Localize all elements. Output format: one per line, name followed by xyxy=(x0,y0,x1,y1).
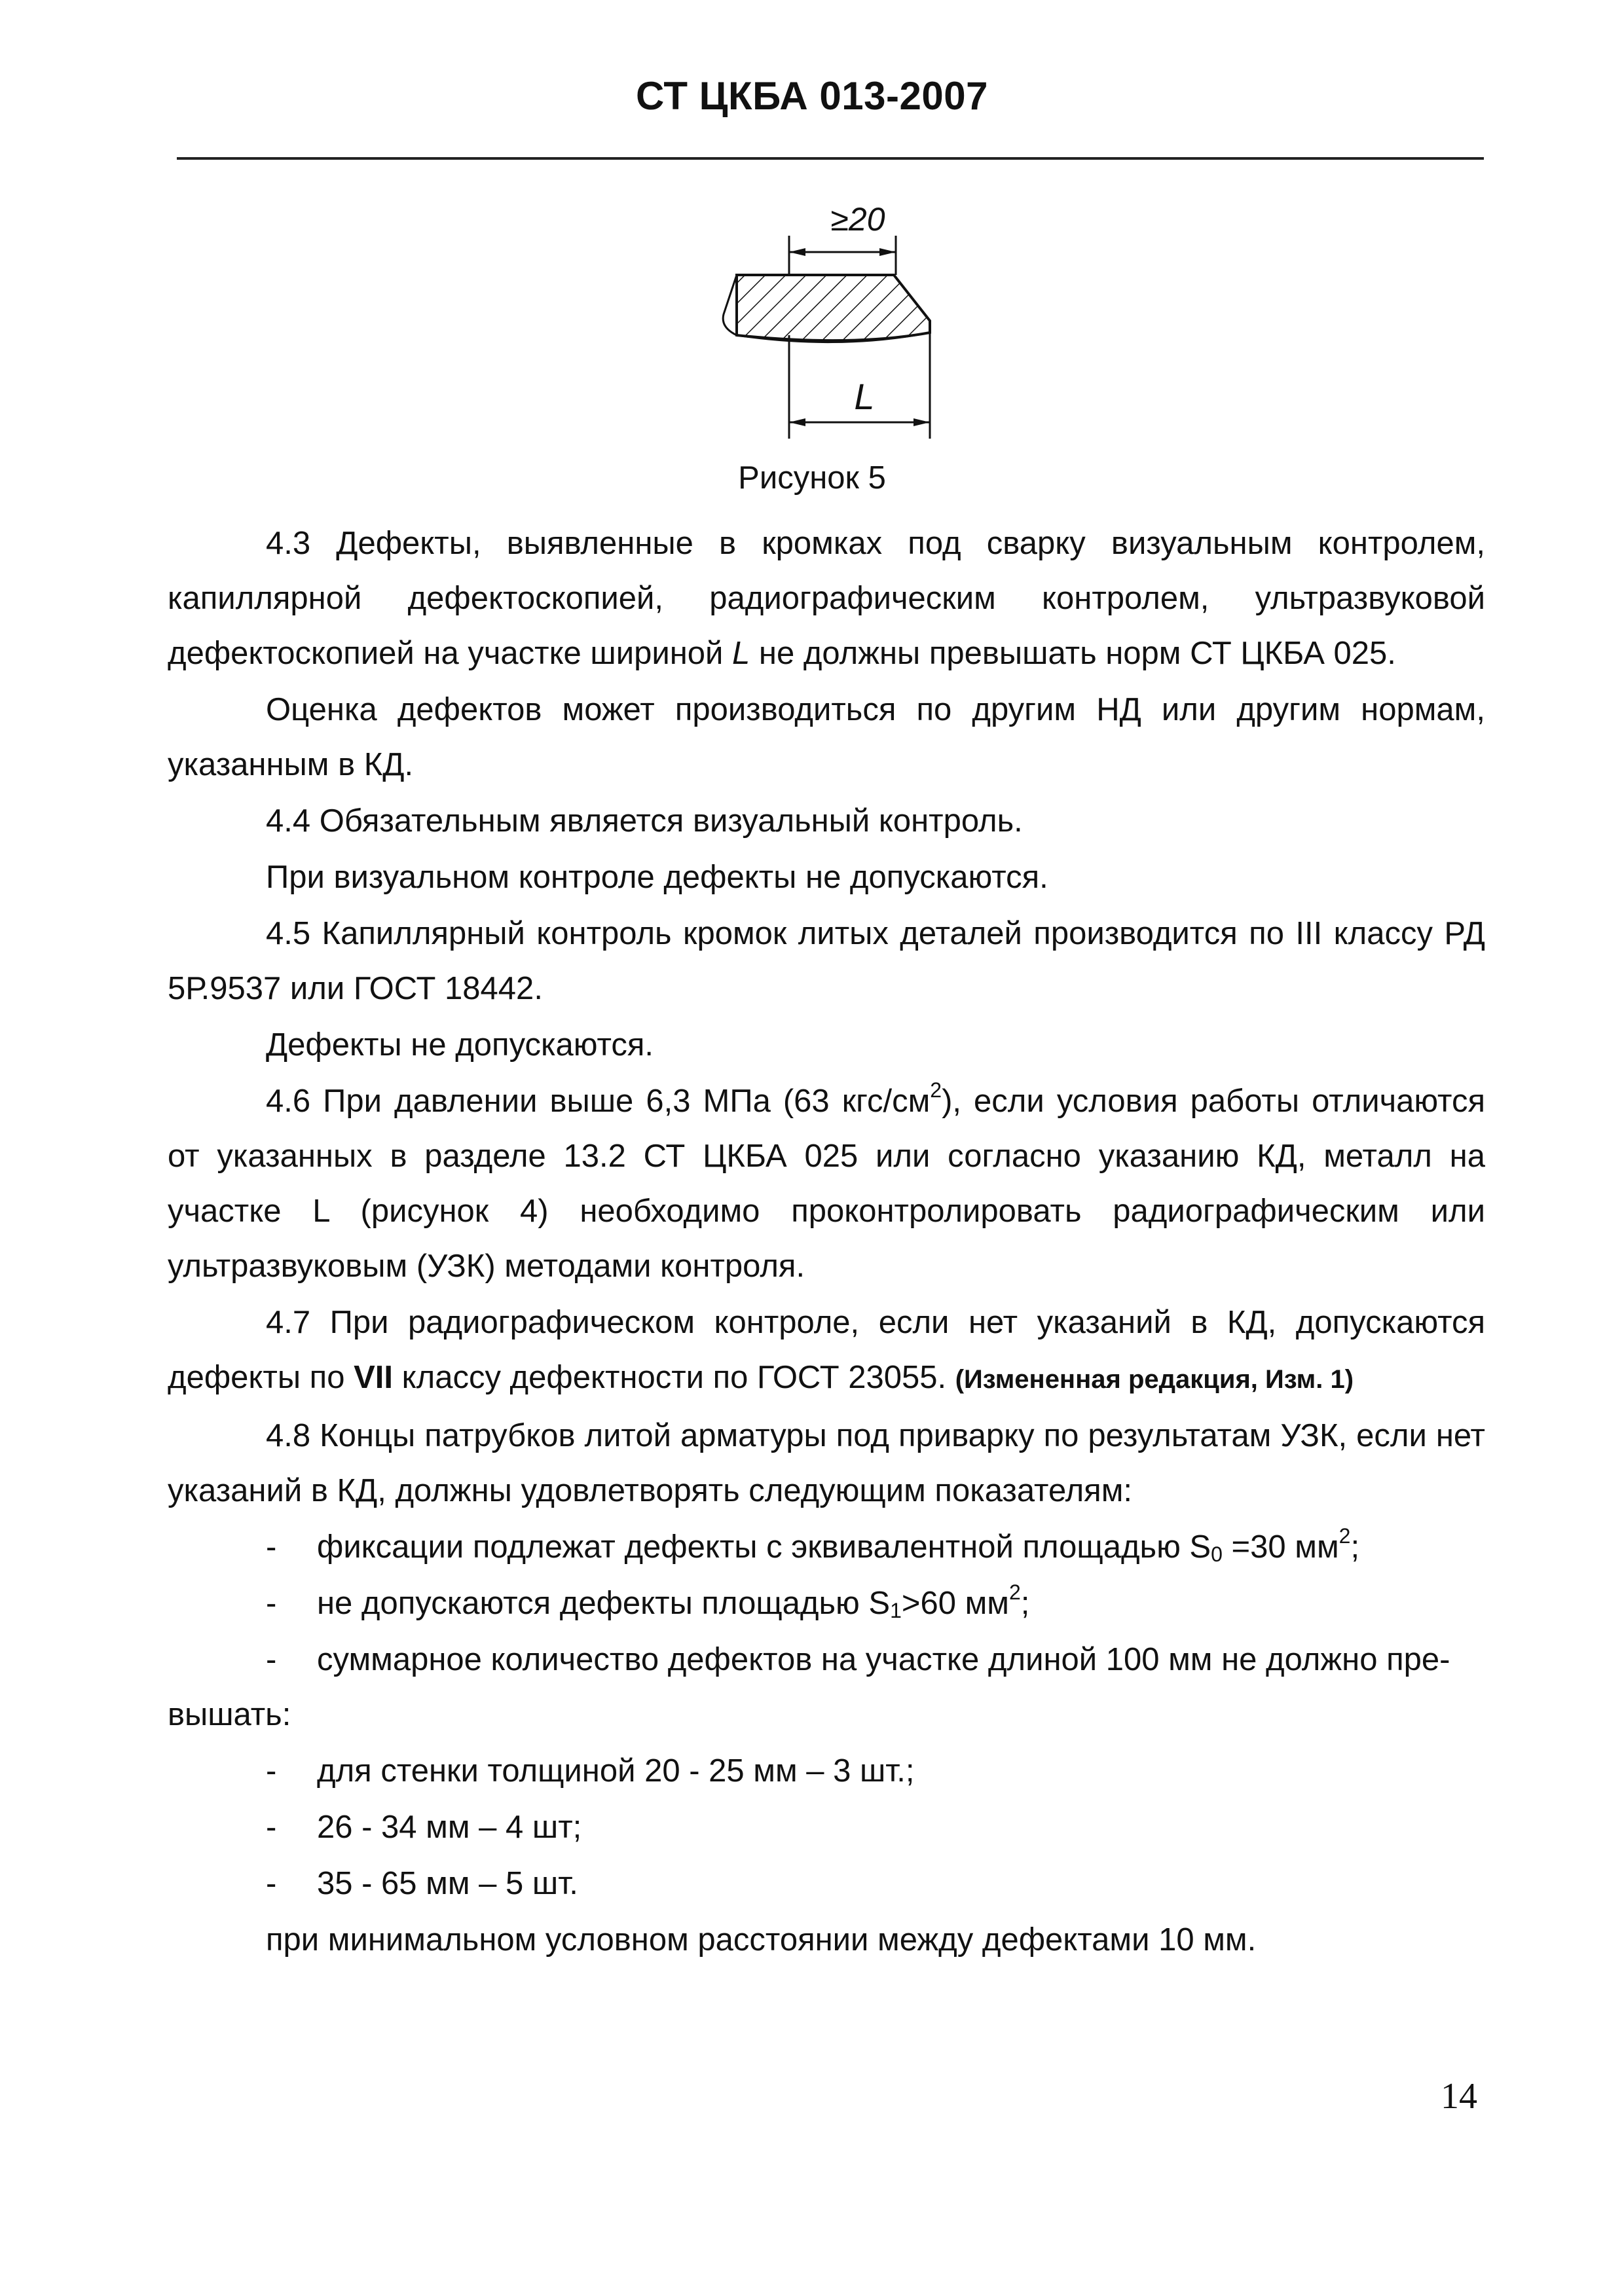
page-number: 14 xyxy=(1441,2076,1477,2117)
edge-section xyxy=(737,275,930,340)
dim-bottom-label: L xyxy=(854,376,875,417)
paragraph-4-7: 4.7 При радиографическом контроле, если нет указаний в КД, допускаются дефекты по VII классу дефектности по ГОСТ 23055. (Измененная редакция, Изм. 1) xyxy=(168,1305,1485,1395)
sublist-item: - 35 - 65 мм – 5 шт. xyxy=(266,1866,578,1901)
amendment-note: (Измененная редакция, Изм. 1) xyxy=(955,1365,1354,1394)
paragraph-4-8: 4.8 Концы патрубков литой арматуры под приварку по результатам УЗК, если нет указаний в КД, должны удовлетворять следующим показателям: xyxy=(168,1418,1485,1508)
dim-bottom-arrow-left xyxy=(789,418,805,426)
paragraph-4-4: 4.4 Обязательным является визуальный контроль. xyxy=(266,803,1023,839)
sublist-item: - 26 - 34 мм – 4 шт; xyxy=(266,1810,582,1845)
body-text xyxy=(168,516,1485,1969)
paragraph-4-3-assessment: Оценка дефектов может производиться по другим НД или другим нормам, указанным в КД. xyxy=(168,692,1485,782)
dim-top-label: ≥20 xyxy=(830,201,885,238)
paragraph-4-6: 4.6 При давлении выше 6,3 МПа (63 кгс/$см^2$), если условия работы отличаются от указанных в разделе 13.2 СТ ЦКБА 025 или согласно указанию КД, металл на участке L (рисунок 4) необходимо проконтролировать радиографическим или ультразвуковым (УЗК) методами контроля. xyxy=(168,1078,1485,1284)
paragraph-4-5-note: Дефекты не допускаются. xyxy=(266,1027,654,1063)
list-item: - фиксации подлежат дефекты с эквивалентной площадью $S_0 =30$ $мм^2$; xyxy=(266,1524,1360,1566)
dim-bottom-arrow-right xyxy=(913,418,930,426)
list-item: - не допускаются дефекты площадью $S_1>60$ $мм^2$; xyxy=(266,1580,1030,1622)
figure-caption: Рисунок 5 xyxy=(738,460,886,496)
paragraph-final: при минимальном условном расстоянии между дефектами 10 мм. xyxy=(266,1922,1257,1958)
paragraph-4-3: 4.3 Дефекты, выявленные в кромках под сварку визуальным контролем, капиллярной дефектоскопией, радиографическим контролем, ультразвуковой дефектоскопией на участке шириной L не должны превышать норм СТ ЦКБА 025. xyxy=(168,526,1485,671)
list-item: - суммарное количество дефектов на участке длиной 100 мм не должно пре- xyxy=(266,1642,1450,1677)
paragraph-4-4-note: При визуальном контроле дефекты не допускаются. xyxy=(266,860,1048,895)
document-header: СТ ЦКБА 013-2007 xyxy=(635,74,988,118)
dim-top-arrow-left xyxy=(789,248,805,256)
list-item-continuation: вышать: xyxy=(168,1697,291,1732)
dim-top-arrow-right xyxy=(879,248,896,256)
sublist-item: - для стенки толщиной 20 - 25 мм – 3 шт.; xyxy=(266,1753,915,1789)
edge-section-break xyxy=(723,275,737,335)
figure-5-drawing xyxy=(707,190,969,445)
paragraph-4-5: 4.5 Капиллярный контроль кромок литых деталей производится по III классу РД 5Р.9537 или ГОСТ 18442. xyxy=(168,916,1485,1006)
header-rule xyxy=(177,157,1484,160)
